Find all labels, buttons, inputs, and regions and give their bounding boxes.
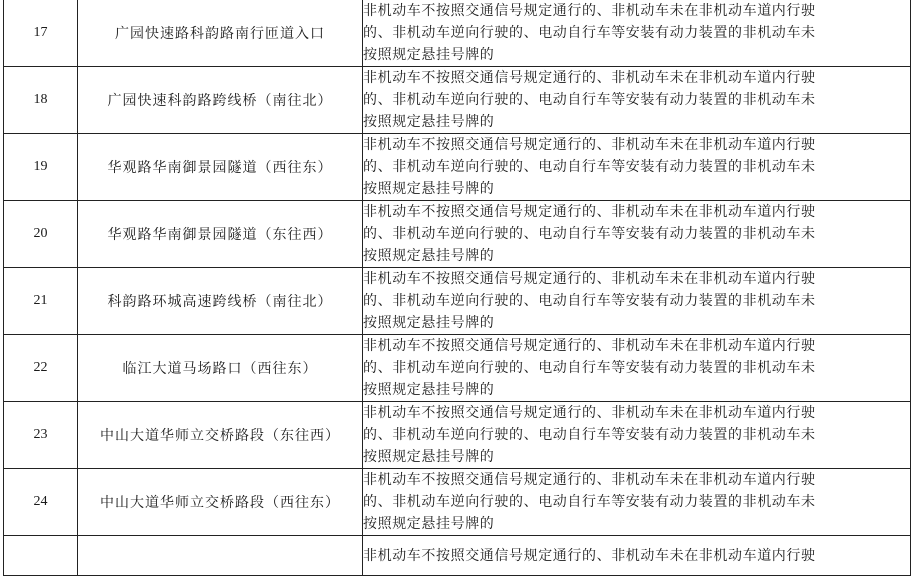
violation-description-cell <box>363 402 911 469</box>
description-line: 的、非机动车逆向行驶的、电动自行车等安装有动力装置的非机动车未 <box>363 226 816 242</box>
description-line: 非机动车不按照交通信号规定通行的、非机动车未在非机动车道内行驶 <box>363 472 816 488</box>
row-number: 18 <box>4 67 78 134</box>
violation-locations-table <box>3 0 911 576</box>
violation-description-cell <box>363 268 911 335</box>
description-line: 的、非机动车逆向行驶的、电动自行车等安装有动力装置的非机动车未 <box>363 293 816 309</box>
table-row <box>4 335 911 402</box>
location-cell: 中山大道华师立交桥路段（东往西） <box>78 402 363 469</box>
violation-description-cell <box>363 536 911 576</box>
description-line: 按照规定悬挂号牌的 <box>363 516 495 532</box>
description-line: 按照规定悬挂号牌的 <box>363 248 495 264</box>
description-line: 按照规定悬挂号牌的 <box>363 181 495 197</box>
location-cell: 广园快速科韵路跨线桥（南往北） <box>78 67 363 134</box>
description-line: 按照规定悬挂号牌的 <box>363 114 495 130</box>
location-cell: 华观路华南御景园隧道（西往东） <box>78 134 363 201</box>
row-number: 20 <box>4 201 78 268</box>
location-cell: 科韵路环城高速跨线桥（南往北） <box>78 268 363 335</box>
table-row <box>4 469 911 536</box>
description-line: 的、非机动车逆向行驶的、电动自行车等安装有动力装置的非机动车未 <box>363 25 816 41</box>
row-number: 23 <box>4 402 78 469</box>
table-row <box>4 67 911 134</box>
description-line: 的、非机动车逆向行驶的、电动自行车等安装有动力装置的非机动车未 <box>363 92 816 108</box>
table-row <box>4 201 911 268</box>
table-row <box>4 134 911 201</box>
description-line: 非机动车不按照交通信号规定通行的、非机动车未在非机动车道内行驶 <box>363 204 816 220</box>
description-line: 非机动车不按照交通信号规定通行的、非机动车未在非机动车道内行驶 <box>363 3 816 19</box>
description-line: 非机动车不按照交通信号规定通行的、非机动车未在非机动车道内行驶 <box>363 137 816 153</box>
table-body <box>4 0 911 576</box>
description-line: 非机动车不按照交通信号规定通行的、非机动车未在非机动车道内行驶 <box>363 405 816 421</box>
description-line: 按照规定悬挂号牌的 <box>363 47 495 63</box>
description-line: 的、非机动车逆向行驶的、电动自行车等安装有动力装置的非机动车未 <box>363 427 816 443</box>
location-cell: 广园快速路科韵路南行匝道入口 <box>78 0 363 67</box>
row-number: 22 <box>4 335 78 402</box>
violation-description-cell <box>363 469 911 536</box>
table-row <box>4 0 911 67</box>
violation-description-cell <box>363 201 911 268</box>
row-number: 17 <box>4 0 78 67</box>
row-number <box>4 536 78 576</box>
violation-description-cell <box>363 0 911 67</box>
location-cell: 中山大道华师立交桥路段（西往东） <box>78 469 363 536</box>
description-line: 按照规定悬挂号牌的 <box>363 382 495 398</box>
table-row <box>4 268 911 335</box>
description-line: 按照规定悬挂号牌的 <box>363 449 495 465</box>
location-cell: 临江大道马场路口（西往东） <box>78 335 363 402</box>
description-line: 按照规定悬挂号牌的 <box>363 315 495 331</box>
table-row-partial <box>4 536 911 576</box>
description-line: 的、非机动车逆向行驶的、电动自行车等安装有动力装置的非机动车未 <box>363 494 816 510</box>
row-number: 21 <box>4 268 78 335</box>
description-line: 的、非机动车逆向行驶的、电动自行车等安装有动力装置的非机动车未 <box>363 360 816 376</box>
description-line: 非机动车不按照交通信号规定通行的、非机动车未在非机动车道内行驶 <box>363 547 816 564</box>
location-cell <box>78 536 363 576</box>
row-number: 19 <box>4 134 78 201</box>
row-number: 24 <box>4 469 78 536</box>
violation-description-cell <box>363 134 911 201</box>
violation-description-cell <box>363 335 911 402</box>
violation-description-cell <box>363 67 911 134</box>
description-line: 非机动车不按照交通信号规定通行的、非机动车未在非机动车道内行驶 <box>363 271 816 287</box>
location-cell: 华观路华南御景园隧道（东往西） <box>78 201 363 268</box>
description-line: 非机动车不按照交通信号规定通行的、非机动车未在非机动车道内行驶 <box>363 338 816 354</box>
description-line: 的、非机动车逆向行驶的、电动自行车等安装有动力装置的非机动车未 <box>363 159 816 175</box>
description-line: 非机动车不按照交通信号规定通行的、非机动车未在非机动车道内行驶 <box>363 70 816 86</box>
table-row <box>4 402 911 469</box>
